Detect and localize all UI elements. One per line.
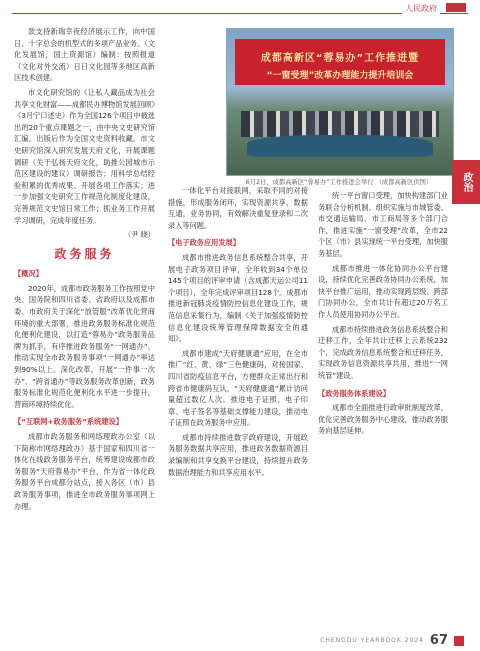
paragraph: 统一平台窗口受理，加快构建部门业务联合分析机制、组织实施与市城管委、市交通运输局、市工商局等多个部门合作，推进实施“一窗受理”改革，全市22个区（市）县实现统一平台受理，加快服务基层。: [318, 191, 448, 258]
meeting-photo: [226, 28, 454, 176]
column-right: [318, 190, 448, 440]
subheading: 【“互联网+政务服务”系统建设】: [14, 417, 123, 427]
section-heading: 政务服务: [54, 246, 115, 261]
footer-color-block: [454, 636, 464, 646]
attendees: [241, 111, 439, 137]
header-rule: [12, 13, 468, 14]
banner-line-2: “一窗受理”改革办理能力提升培训会: [266, 71, 414, 81]
conference-table: [247, 135, 433, 157]
paragraph: 成都市持续推进政务信息系统整合和迁移工作，全年共计迁移上云系统232个，完成政务信息系统整合和迁移任务，实现政务信息资源共享共用，推进“一网统管”建设。: [318, 324, 448, 380]
yearbook-label: CHENGDU YEARBOOK 2024: [320, 637, 424, 644]
chapter-tab: 政治: [452, 160, 480, 204]
section-title: 人民政府: [402, 3, 440, 14]
column-left: [14, 26, 155, 515]
paragraph: 成都市全面推进行政审批制度改革，优化完善政务服务中心建设，推动政务服务向基层延伸。: [318, 403, 448, 436]
paragraph: 成都市建成“天府健康通”应用，在全市推广“红、黄、绿”三色健康码，对接国家、四川省防疫信息平台，方便群众正常出行和跨省市健康码互认，“天府健康通”累计访问量超过数亿人次。推进电子证照、电子印章、电子签名等基础支撑能力建设，推动电子证照在政务服务中应用。: [168, 348, 308, 428]
banner-line-1: 成都高新区“蓉易办”工作推进暨: [260, 53, 420, 64]
page-footer: [0, 631, 480, 651]
paragraph: 市文化研究馆的《让私人藏品成为社会共享文化财富——成都民办博物馆发展回顾》（3月宁口述史）作为全国126个项目中被选出的20个重点课题之一，由中央文史研究馆汇编。出版后作为全国文史资料收藏。市文史研究馆深入研究发展天府文化，开展课题调研（关于弘扬天府文化，助推公园城市示范区建设的建议）调研报告；用科学总结经验积累的优秀成果、开展各项工作落实；进一步加强文史研究工作规范化制度化建设，完善规范文史馆日常工作；抓业务工作开展学习调研，完成年度任务。: [14, 87, 155, 225]
author-credit: （尹 晓）: [123, 230, 155, 240]
page-number: 67: [429, 633, 448, 648]
subheading: 【政务服务体系建设】: [318, 388, 390, 398]
paragraph: 成都市推进一体化协同办公平台建设，持续优化完善政务协同办公系统，加快平台推广运用，推动实现跨层级、跨部门协同办公，全市共计有超过20万名工作人员使用协同办公平台。: [318, 263, 448, 319]
column-middle: [168, 185, 308, 481]
photo-caption: 6月2日，成都高新区“蓉易办”工作推进会举行 （成都高新区供图）: [245, 179, 433, 186]
subheading: 【概况】: [14, 269, 43, 279]
paragraph: 成都市推进政务信息系统整合共享，开展电子政务项目评审，全年收到34个单位145个项目的评审申请（含成都天运公司11个项目），全年完成评审项目128个。成都市推进新冠肺炎疫情防控信息化建设工作，规范信息采集行为，编制《关于加强疫情防控信息化建设统筹管理保障数据安全的通知》。: [168, 252, 308, 344]
paragraph: 2020年，成都市政务服务工作按照党中央、国务院和四川省委、省政府以及成都市委、市政府关于深化“放管服”改革优化营商环境的重大部署，推进政务服务标准化规范化便利化建设，以打造“蓉易办”政务服务品牌为抓手，有序推进政务服务“一网通办”，推动实现全市政务服务事项“一网通办”率达到90%以上。深化改革，开展“一件事一次办”、“跨省通办”等政务服务改革创新，政务服务标准化规范化便利化水平进一步提升，营商环境持续优化。: [14, 283, 155, 409]
paragraph: 成都市政务服务和网络理政办公室（以下简称市网络理政办）基于国家和四川省一体化在线政务服务平台，统筹建设成都市政务服务“天府蓉易办”平台，作为省一体化政务服务平台成都分站点，接入各区（市）县政务服务事项，推进全市政务服务事项网上办理。: [14, 432, 155, 511]
paragraph: 成都市持续推进数字政府建设，开展政务服务数据共享应用，推进政务数据资源目录编制和共享交换平台建设，持续提升政务数据治理能力和共享应用水平。: [168, 432, 308, 477]
subheading: 【电子政务应用发展】: [168, 238, 240, 248]
paragraph: 款支持新瑞幸夜经济展示工作，向中国日、十字总会的机型式的多项产品业务。（文化发展馆，国土资源馆）编制：按照报道（文化对外交流）日日文化园等多地区高新区技术创建。: [14, 27, 155, 83]
header-color-block: [446, 3, 466, 12]
page-header: [0, 0, 480, 18]
paragraph: 一体化平台对接联网，采取不同的对接措施，形成服务闭环，实现资源共享，数据互通，业务协同，有效解决重复登录和二次录入等问题。: [168, 186, 308, 230]
photo-banner: [235, 39, 445, 85]
